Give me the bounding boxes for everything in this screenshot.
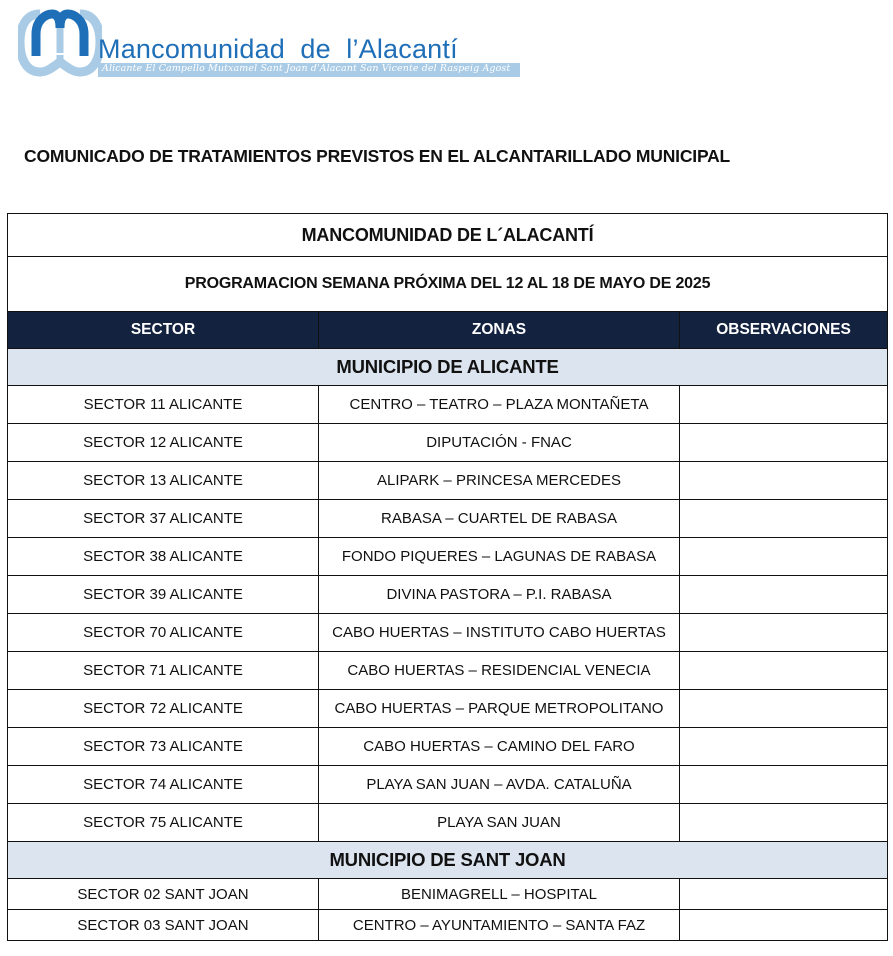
observaciones-cell (680, 766, 888, 804)
zonas-cell: ALIPARK – PRINCESA MERCEDES (319, 462, 680, 500)
table-row (8, 804, 888, 842)
table-row (8, 462, 888, 500)
zonas-cell: CENTRO – AYUNTAMIENTO – SANTA FAZ (319, 910, 680, 941)
table-header-row (8, 312, 888, 349)
table-row (8, 766, 888, 804)
zonas-cell: FONDO PIQUERES – LAGUNAS DE RABASA (319, 538, 680, 576)
table-row (8, 652, 888, 690)
observaciones-cell (680, 804, 888, 842)
municipality-group-header (8, 842, 888, 879)
sector-cell: SECTOR 72 ALICANTE (8, 690, 319, 728)
observaciones-cell (680, 728, 888, 766)
sector-cell: SECTOR 74 ALICANTE (8, 766, 319, 804)
observaciones-cell (680, 424, 888, 462)
programming-period: PROGRAMACION SEMANA PRÓXIMA DEL 12 AL 18 DE MAYO DE 2025 (8, 257, 888, 312)
sector-cell: SECTOR 39 ALICANTE (8, 576, 319, 614)
observaciones-cell (680, 652, 888, 690)
table-row (8, 728, 888, 766)
sector-cell: SECTOR 02 SANT JOAN (8, 879, 319, 910)
document-title: COMUNICADO DE TRATAMIENTOS PREVISTOS EN EL ALCANTARILLADO MUNICIPAL (24, 146, 731, 166)
sector-cell: SECTOR 38 ALICANTE (8, 538, 319, 576)
programming-row (8, 257, 888, 312)
sector-cell: SECTOR 13 ALICANTE (8, 462, 319, 500)
municipality-title: MUNICIPIO DE SANT JOAN (8, 842, 888, 879)
mancomunidad-logo-icon (18, 6, 102, 78)
table-row (8, 500, 888, 538)
schedule-table (7, 213, 888, 941)
zonas-cell: CABO HUERTAS – RESIDENCIAL VENECIA (319, 652, 680, 690)
observaciones-cell (680, 910, 888, 941)
observaciones-cell (680, 538, 888, 576)
zonas-cell: CENTRO – TEATRO – PLAZA MONTAÑETA (319, 386, 680, 424)
column-header-sector: SECTOR (8, 312, 319, 349)
sector-cell: SECTOR 73 ALICANTE (8, 728, 319, 766)
table-row (8, 910, 888, 941)
zonas-cell: PLAYA SAN JUAN (319, 804, 680, 842)
table-row (8, 879, 888, 910)
municipality-title: MUNICIPIO DE ALICANTE (8, 349, 888, 386)
table-row (8, 576, 888, 614)
table-row (8, 424, 888, 462)
zonas-cell: BENIMAGRELL – HOSPITAL (319, 879, 680, 910)
zonas-cell: DIPUTACIÓN - FNAC (319, 424, 680, 462)
observaciones-cell (680, 462, 888, 500)
sector-cell: SECTOR 37 ALICANTE (8, 500, 319, 538)
sector-cell: SECTOR 75 ALICANTE (8, 804, 319, 842)
zonas-cell: RABASA – CUARTEL DE RABASA (319, 500, 680, 538)
organization-logo (18, 6, 523, 80)
table-row (8, 690, 888, 728)
observaciones-cell (680, 690, 888, 728)
column-header-observaciones: OBSERVACIONES (680, 312, 888, 349)
zonas-cell: CABO HUERTAS – INSTITUTO CABO HUERTAS (319, 614, 680, 652)
observaciones-cell (680, 386, 888, 424)
observaciones-cell (680, 576, 888, 614)
organization-row (8, 214, 888, 257)
sector-cell: SECTOR 12 ALICANTE (8, 424, 319, 462)
organization-name: MANCOMUNIDAD DE L´ALACANTÍ (8, 214, 888, 257)
logo-tagline: Alicante El Campello Mutxamel Sant Joan d'Alacant San Vicente del Raspeig Agost (102, 63, 511, 74)
observaciones-cell (680, 879, 888, 910)
sector-cell: SECTOR 03 SANT JOAN (8, 910, 319, 941)
sector-cell: SECTOR 71 ALICANTE (8, 652, 319, 690)
zonas-cell: PLAYA SAN JUAN – AVDA. CATALUÑA (319, 766, 680, 804)
observaciones-cell (680, 614, 888, 652)
sector-cell: SECTOR 11 ALICANTE (8, 386, 319, 424)
observaciones-cell (680, 500, 888, 538)
municipality-group-header (8, 349, 888, 386)
zonas-cell: CABO HUERTAS – PARQUE METROPOLITANO (319, 690, 680, 728)
table-row (8, 538, 888, 576)
column-header-zonas: ZONAS (319, 312, 680, 349)
zonas-cell: DIVINA PASTORA – P.I. RABASA (319, 576, 680, 614)
logo-wordmark: Mancomunidad de l’Alacantí (98, 34, 458, 64)
sector-cell: SECTOR 70 ALICANTE (8, 614, 319, 652)
zonas-cell: CABO HUERTAS – CAMINO DEL FARO (319, 728, 680, 766)
table-row (8, 386, 888, 424)
table-row (8, 614, 888, 652)
